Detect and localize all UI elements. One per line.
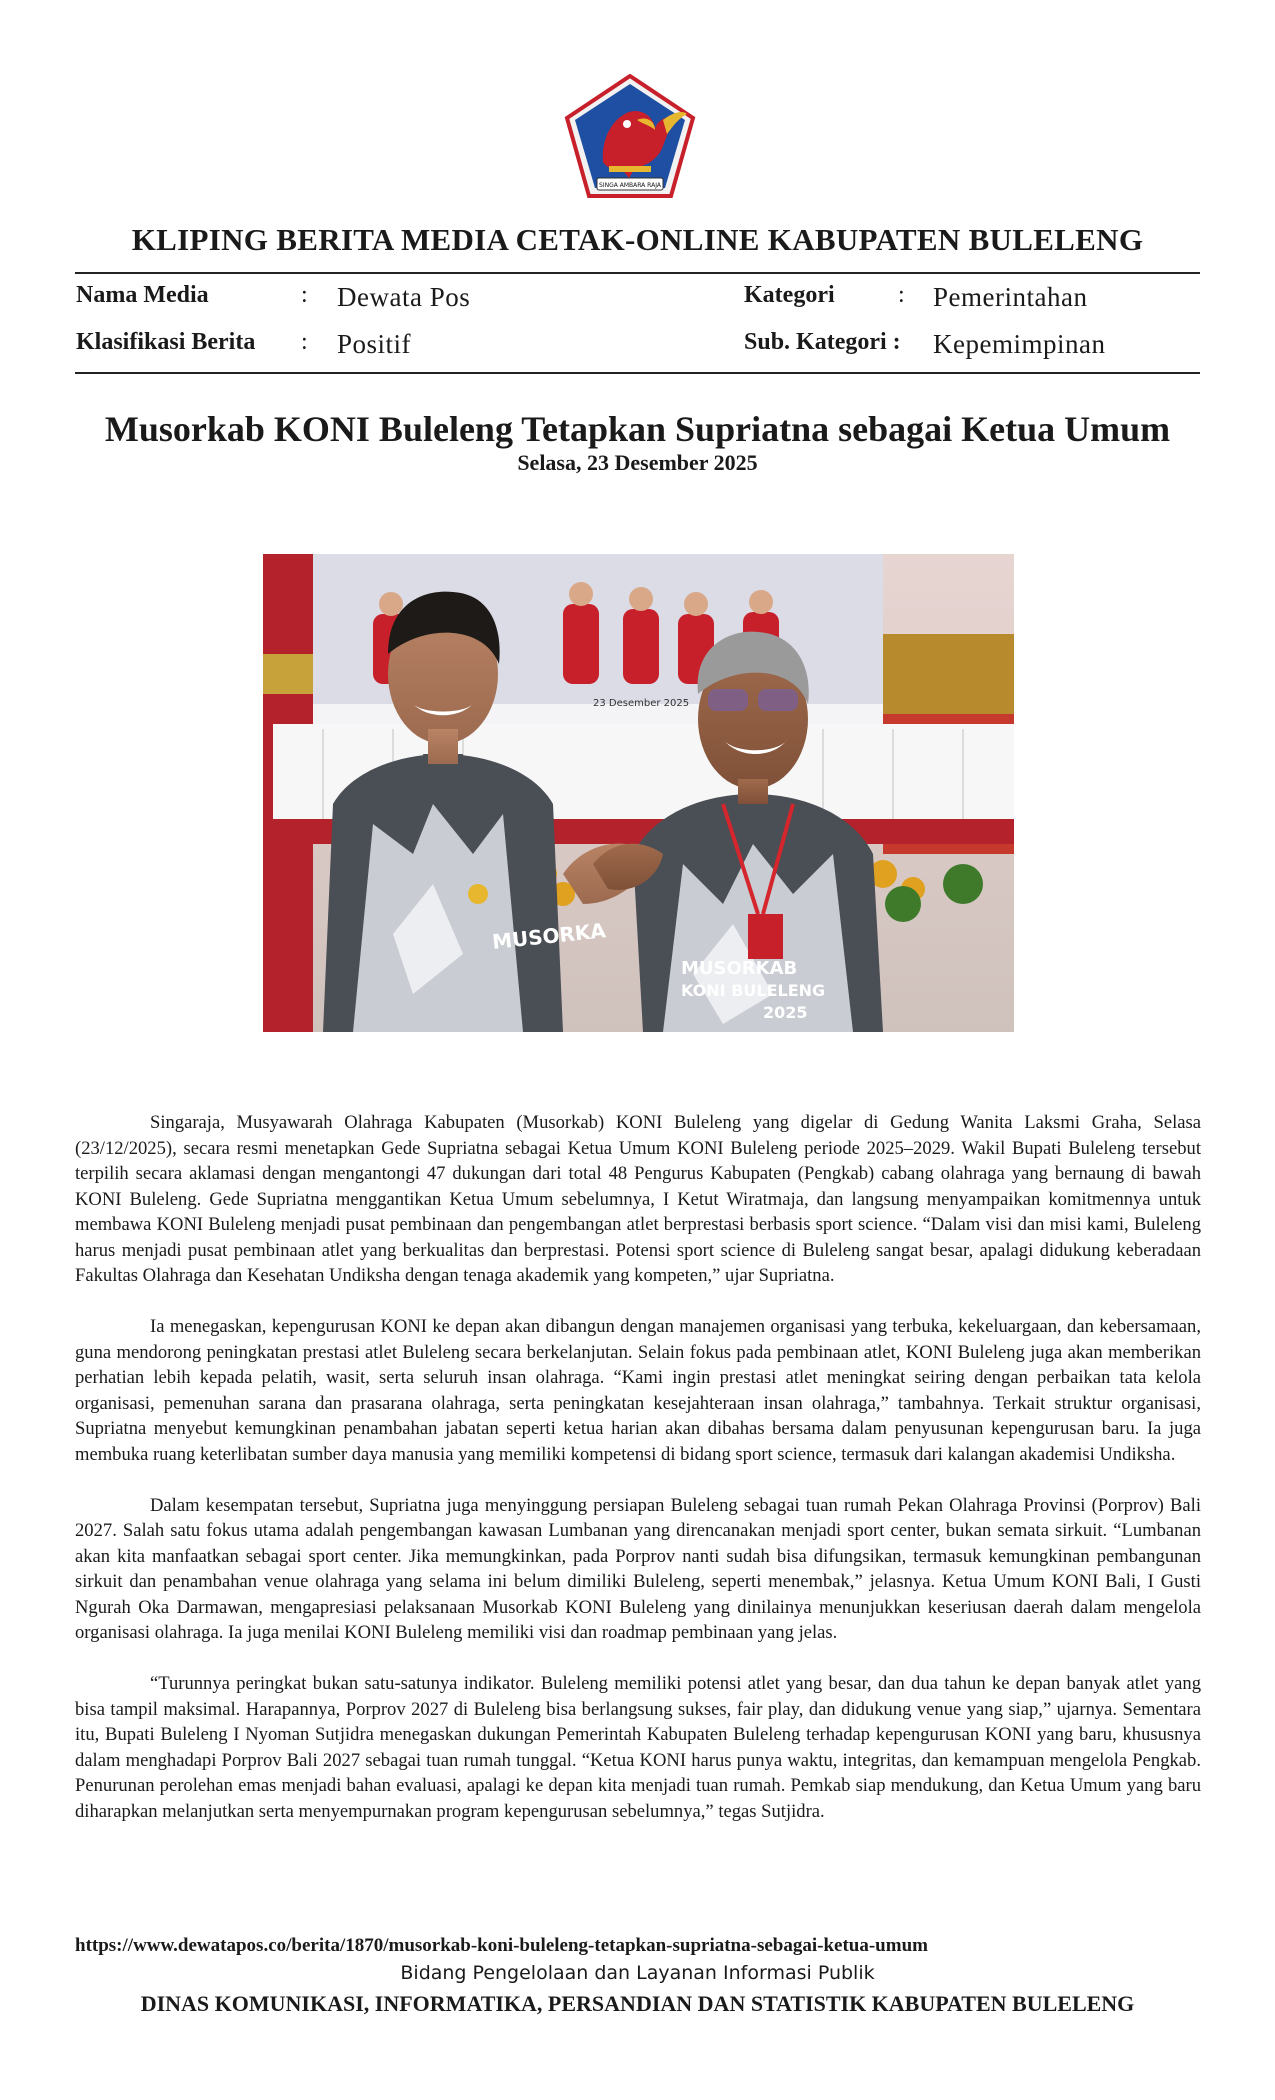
nama-media-label: Nama Media: [76, 282, 209, 308]
nama-media-value: Dewata Pos: [337, 282, 471, 312]
article-headline: Musorkab KONI Buleleng Tetapkan Supriatna sebagai Ketua Umum: [104, 409, 1171, 449]
article-photo: [263, 554, 1014, 1032]
shirt-left-text: MUSORKA: [491, 918, 607, 954]
kategori-value: Pemerintahan: [933, 282, 1088, 312]
nama-media-colon: :: [301, 282, 308, 308]
footer-dinas: DINAS KOMUNIKASI, INFORMATIKA, PERSANDIAN DAN STATISTIK KABUPATEN BULELENG: [140, 1991, 1135, 2016]
article-date: Selasa, 23 Desember 2025: [517, 450, 758, 475]
article-paragraph-2: Ia menegaskan, kepengurusan KONI ke depan akan dibangun dengan manajemen organisasi yang terbuka, kekeluargaan, dan kebersamaan, guna mendorong peningkatan prestasi atlet Buleleng secara berkelanjutan. Selain fokus pada pembinaan atlet, KONI Buleleng juga akan memberikan perhatian lebih kepada pelatih, wasit, serta seluruh insan olahraga. “Kami ingin prestasi atlet meningkat seiring dengan perbaikan tata kelola organisasi, pemenuhan sarana dan prasarana olahraga, serta peningkatan kesejahteraan insan olahraga,” tambahnya. Terkait struktur organisasi, Supriatna menyebut kemungkinan penambahan jabatan seperti ketua harian akan dibahas bersama dalam penyusunan kepengurusan baru. Ia juga membuka ruang keterlibatan sumber daya manusia yang memiliki kompetensi di bidang sport science, termasuk dari kalangan akademisi Undiksha.: [75, 1316, 1201, 1465]
klasifikasi-colon: :: [301, 329, 308, 355]
header-rule-top: [75, 272, 1200, 274]
article-paragraph-4: “Turunnya peringkat bukan satu-satunya indikator. Buleleng memiliki potensi atlet yang besar, dan dua tahun ke depan banyak atlet yang bisa tampil maksimal. Harapannya, Porprov 2027 di Buleleng bisa berlangsung sukses, fair play, dan didukung venue yang siap,” ujarnya. Sementara itu, Bupati Buleleng I Nyoman Sutjidra menegaskan dukungan Pemerintah Kabupaten Buleleng terhadap kepengurusan KONI yang baru, khususnya dalam menghadapi Porprov Bali 2027 sebagai tuan rumah tunggal. “Ketua KONI harus punya waktu, integritas, dan kemampuan mengelola Pengkab. Penurunan perolehan emas menjadi bahan evaluasi, apalagi ke depan kita menjadi tuan rumah. Pemkab siap mendukung, dan Ketua Umum yang baru diharapkan melanjutkan serta menyempurnakan program kepengurusan sebelumnya,” tegas Sutjidra.: [75, 1673, 1201, 1822]
logo-motto: SINGA AMBARA RAJA: [599, 182, 661, 189]
stage-date-text: 23 Desember 2025: [593, 698, 690, 709]
kategori-label: Kategori: [744, 282, 835, 308]
article-body: [75, 1110, 1201, 1850]
shirt-right-text-1: MUSORKAB: [681, 958, 798, 979]
buleleng-crest-logo: [563, 74, 697, 198]
footer-bidang: Bidang Pengelolaan dan Layanan Informasi Publik: [400, 1962, 875, 1984]
sub-kategori-value: Kepemimpinan: [933, 329, 1106, 359]
shirt-right-text-3: 2025: [763, 1003, 808, 1022]
sub-kategori-label: Sub. Kategori :: [744, 329, 901, 355]
source-url-link[interactable]: https://www.dewatapos.co/berita/1870/musorkab-koni-buleleng-tetapkan-supriatna-sebagai-ketua-umum: [75, 1935, 928, 1956]
kategori-colon: :: [898, 282, 905, 308]
klasifikasi-value: Positif: [337, 329, 412, 359]
article-paragraph-1: Singaraja, Musyawarah Olahraga Kabupaten (Musorkab) KONI Buleleng yang digelar di Gedung Wanita Laksmi Graha, Selasa (23/12/2025), secara resmi menetapkan Gede Supriatna sebagai Ketua Umum KONI Buleleng periode 2025–2029. Wakil Bupati Buleleng tersebut terpilih secara aklamasi dengan mengantongi 47 dukungan dari total 48 Pengurus Kabupaten (Pengkab) cabang olahraga yang bernaung di bawah KONI Buleleng. Gede Supriatna menggantikan Ketua Umum sebelumnya, I Ketut Wiratmaja, dan langsung menyampaikan komitmennya untuk membawa KONI Buleleng menjadi pusat pembinaan dan pengembangan atlet berprestasi berbasis sport science. “Dalam visi dan misi kami, Buleleng harus menjadi pusat pembinaan atlet yang berkualitas dan berprestasi. Potensi sport science di Buleleng sangat besar, apalagi didukung keberadaan Fakultas Olahraga dan Kesehatan Undiksha dengan tenaga akademik yang kompeten,” ujar Supriatna.: [75, 1112, 1201, 1286]
klasifikasi-label: Klasifikasi Berita: [76, 329, 256, 355]
shirt-right-text-2: KONI BULELENG: [681, 981, 826, 1000]
kliping-title: KLIPING BERITA MEDIA CETAK-ONLINE KABUPATEN BULELENG: [131, 222, 1144, 257]
header-rule-bottom: [75, 372, 1200, 374]
article-paragraph-3: Dalam kesempatan tersebut, Supriatna juga menyinggung persiapan Buleleng sebagai tuan rumah Pekan Olahraga Provinsi (Porprov) Bali 2027. Salah satu fokus utama adalah pengembangan kawasan Lumbanan yang direncanakan menjadi sport center, bukan semata sirkuit. “Lumbanan akan kita manfaatkan sebagai sport center. Jika memungkinkan, pada Porprov nanti sudah bisa difungsikan, termasuk kemungkinan pembangunan sirkuit dan penambahan venue olahraga yang selama ini belum dimiliki Buleleng, seperti menembak,” jelasnya. Ketua Umum KONI Bali, I Gusti Ngurah Oka Darmawan, mengapresiasi pelaksanaan Musorkab KONI Buleleng yang dinilainya menunjukkan keseriusan daerah dalam mengelola organisasi olahraga. Ia juga menilai KONI Buleleng memiliki visi dan roadmap pembinaan yang jelas.: [75, 1494, 1201, 1643]
